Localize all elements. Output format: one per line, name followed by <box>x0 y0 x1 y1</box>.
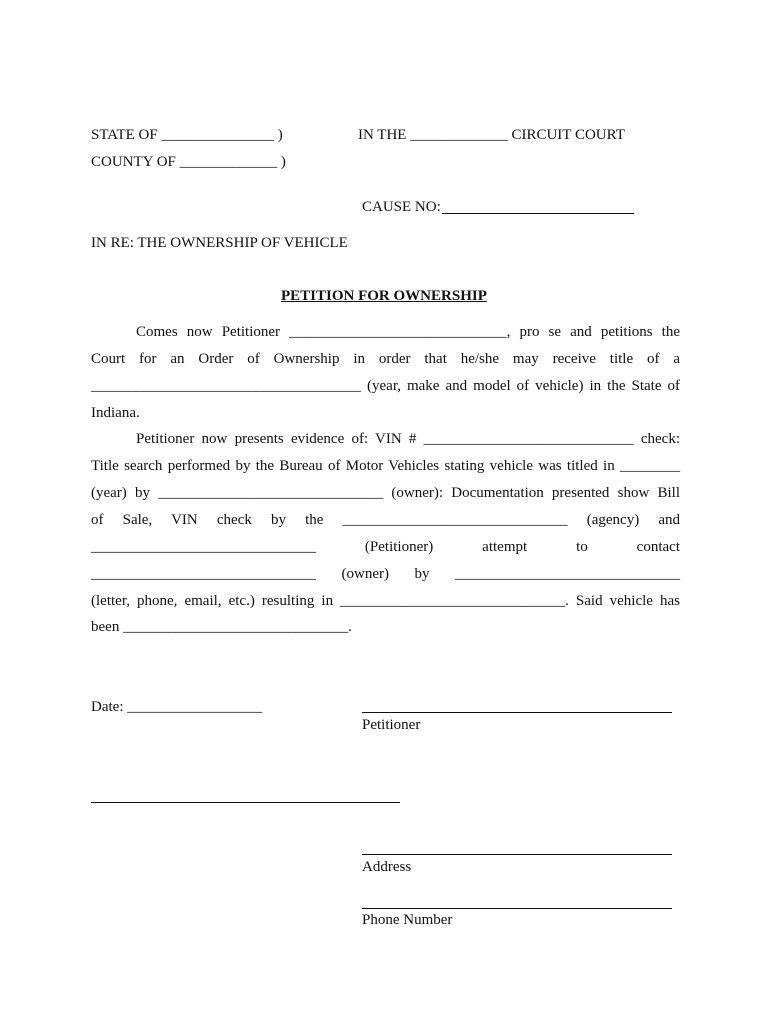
address-line[interactable] <box>362 854 672 855</box>
in-re-line: IN RE: THE OWNERSHIP OF VEHICLE <box>91 235 348 251</box>
body-line-12: been ______________________________. <box>91 619 352 635</box>
circuit-court-field[interactable]: IN THE _____________ CIRCUIT COURT <box>358 127 625 143</box>
body-line-11: (letter, phone, email, etc.) resulting in ______________________________. Said vehicle has <box>91 593 680 609</box>
county-of-field[interactable]: COUNTY OF _____________ ) <box>91 154 286 170</box>
body-line-10: ______________________________ (owner) by ______________________________ <box>91 566 680 582</box>
extra-signature-line[interactable] <box>91 802 400 803</box>
body-line-5: Petitioner now presents evidence of: VIN # ____________________________ check: <box>136 431 680 447</box>
state-of-field[interactable]: STATE OF _______________ ) <box>91 127 283 143</box>
body-line-7: (year) by ______________________________ (owner): Documentation presented show Bill <box>91 485 680 501</box>
body-line-8: of Sale, VIN check by the ______________________________ (agency) and <box>91 512 680 528</box>
body-line-2: Court for an Order of Ownership in order that he/she may receive title of a <box>91 351 680 367</box>
body-line-6: Title search performed by the Bureau of Motor Vehicles stating vehicle was titled in ________ <box>91 458 680 474</box>
petitioner-label: Petitioner <box>362 717 421 733</box>
cause-no-label: CAUSE NO: <box>362 199 441 215</box>
document-title: PETITION FOR OWNERSHIP <box>281 288 487 304</box>
body-line-9: ______________________________ (Petitioner) attempt to contact <box>91 539 680 555</box>
body-line-1: Comes now Petitioner _____________________________, pro se and petitions the <box>136 324 680 340</box>
date-field[interactable]: Date: __________________ <box>91 699 263 715</box>
phone-number-line[interactable] <box>362 908 672 909</box>
body-line-4: Indiana. <box>91 405 140 421</box>
body-line-3: ____________________________________ (year, make and model of vehicle) in the State of <box>91 378 680 394</box>
address-label: Address <box>362 859 412 875</box>
petitioner-signature-line[interactable] <box>362 712 672 713</box>
cause-no-line[interactable] <box>442 213 634 214</box>
phone-number-label: Phone Number <box>362 912 453 928</box>
